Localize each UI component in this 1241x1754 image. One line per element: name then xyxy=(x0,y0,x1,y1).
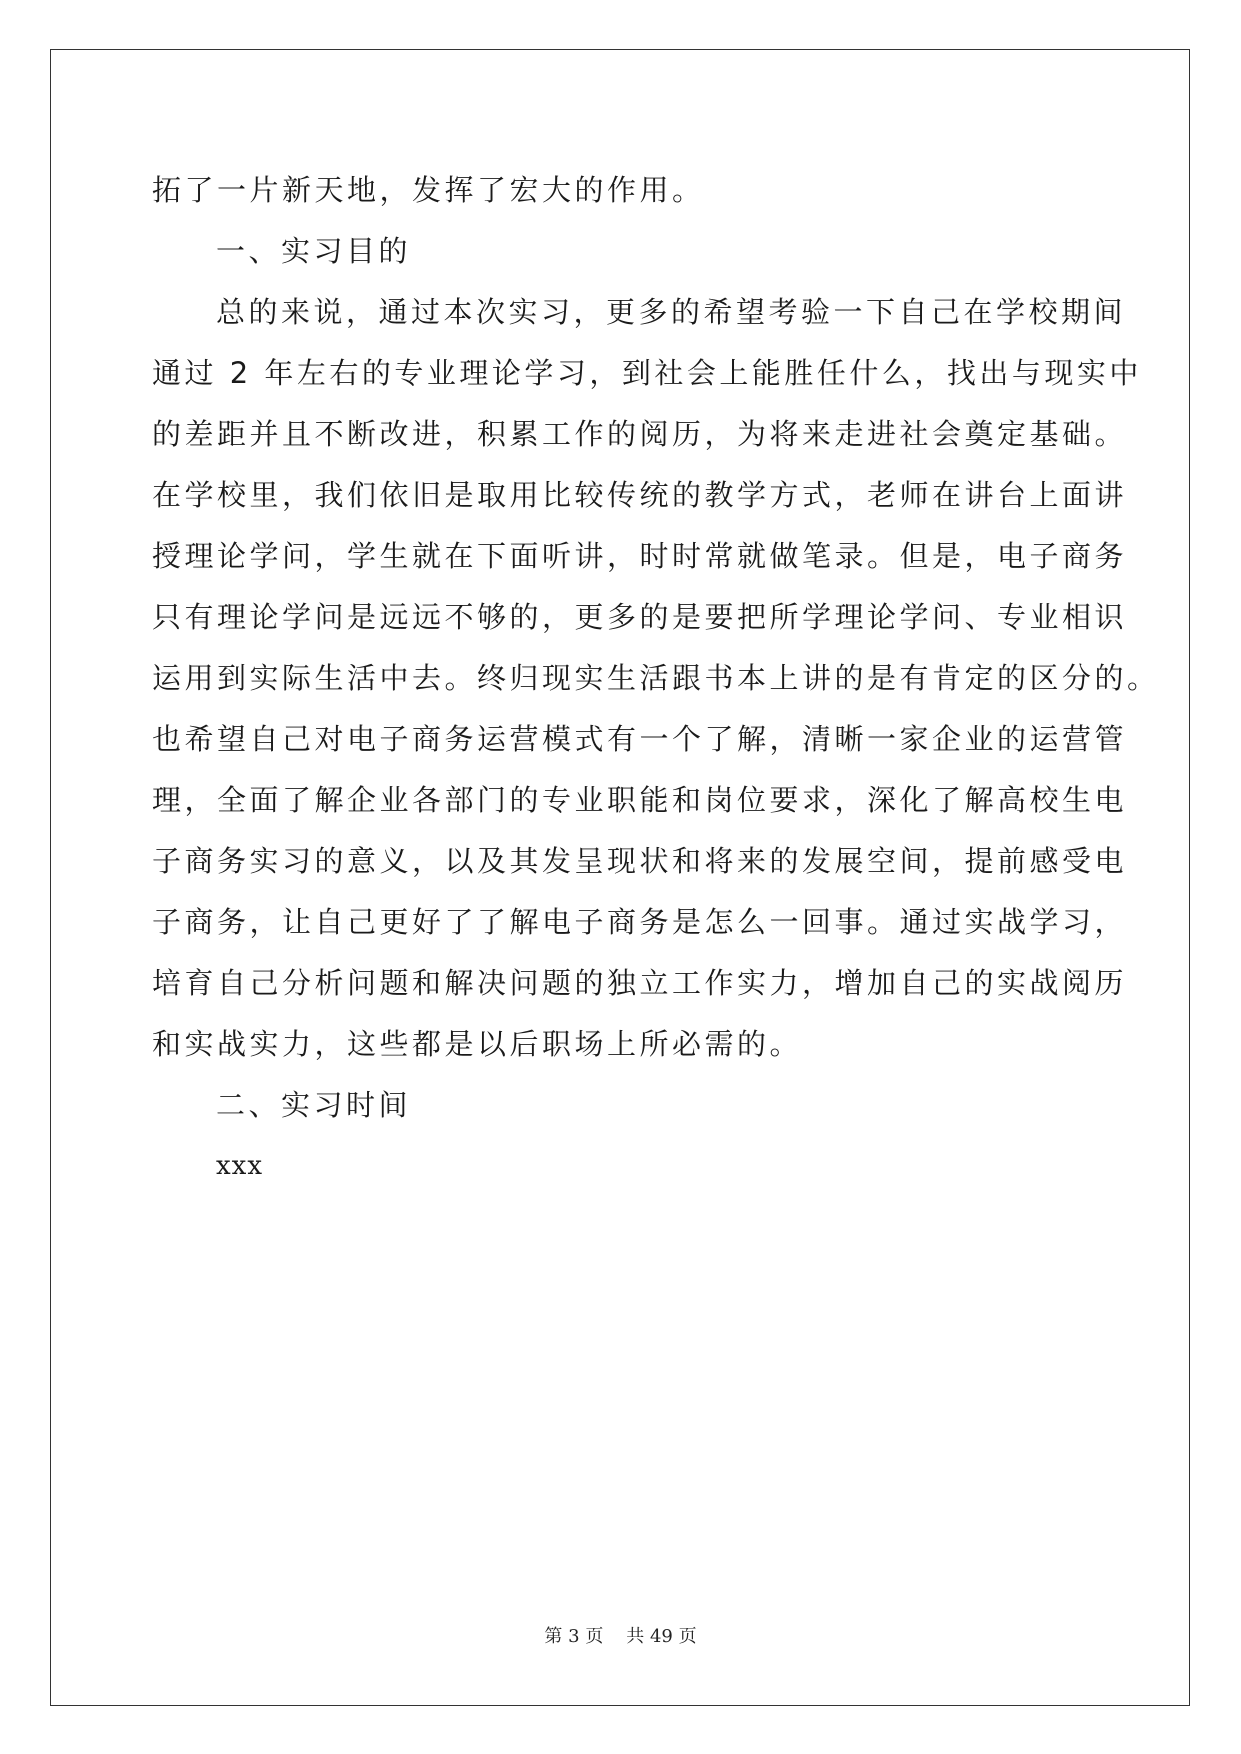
text-line: 运用到实际生活中去。终归现实生活跟书本上讲的是有肯定的区分的。 xyxy=(152,661,1160,695)
text-line: 通过 2 年左右的专业理论学习，到社会上能胜任什么，找出与现实中 xyxy=(152,356,1142,390)
text-line: 和实战实力，这些都是以后职场上所必需的。 xyxy=(152,1027,803,1061)
section-heading-purpose: 一、实习目的 xyxy=(216,234,412,268)
text-line: 理，全面了解企业各部门的专业职能和岗位要求，深化了解高校生电 xyxy=(152,783,1128,817)
text-line: 子商务，让自己更好了了解电子商务是怎么一回事。通过实战学习， xyxy=(152,905,1128,939)
text-line: 只有理论学问是远远不够的，更多的是要把所学理论学问、专业相识 xyxy=(152,600,1128,634)
text-line: 在学校里，我们依旧是取用比较传统的教学方式，老师在讲台上面讲 xyxy=(152,478,1128,512)
section-heading-time: 二、实习时间 xyxy=(216,1088,412,1122)
page-number: 第 3 页 xyxy=(544,1626,604,1647)
page-footer xyxy=(0,1622,1241,1648)
text-line: 的差距并且不断改进，积累工作的阅历，为将来走进社会奠定基础。 xyxy=(152,417,1128,451)
text-line: 也希望自己对电子商务运营模式有一个了解，清晰一家企业的运营管 xyxy=(152,722,1128,756)
page-total: 共 49 页 xyxy=(626,1626,697,1647)
text-line: 培育自己分析问题和解决问题的独立工作实力，增加自己的实战阅历 xyxy=(152,966,1128,1000)
text-line: 子商务实习的意义，以及其发呈现状和将来的发展空间，提前感受电 xyxy=(152,844,1128,878)
document-body xyxy=(152,160,1160,1197)
text-line: xxx xyxy=(216,1151,263,1181)
text-line: 总的来说，通过本次实习，更多的希望考验一下自己在学校期间 xyxy=(216,295,1127,329)
text-line: 授理论学问，学生就在下面听讲，时时常就做笔录。但是，电子商务 xyxy=(152,539,1128,573)
text-line: 拓了一片新天地，发挥了宏大的作用。 xyxy=(152,173,705,207)
